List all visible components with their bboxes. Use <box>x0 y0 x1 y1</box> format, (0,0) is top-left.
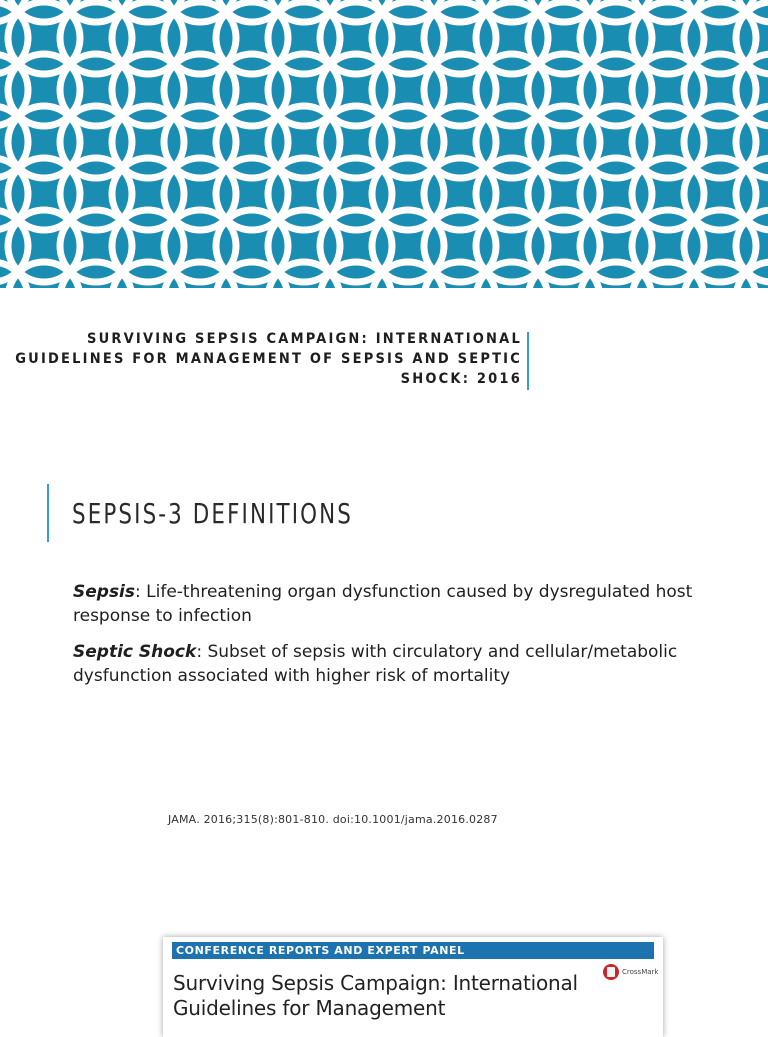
section-heading: SEPSIS-3 DEFINITIONS <box>72 497 354 530</box>
definitions-list <box>73 580 723 700</box>
crossmark-icon <box>603 964 619 980</box>
slide-title <box>0 329 522 389</box>
definition-text: : Subset of sepsis with circulatory and cellular/metabolic dysfunction associated with higher risk of mortality <box>73 642 678 686</box>
definition-septic-shock <box>73 640 723 688</box>
definition-term: Septic Shock <box>73 642 197 662</box>
article-title: Surviving Sepsis Campaign: International Guidelines for Management <box>173 971 578 1020</box>
crossmark-label: CrossMark <box>622 968 659 976</box>
decorative-pattern-banner <box>0 0 768 288</box>
citation-text: JAMA. 2016;315(8):801-810. doi:10.1001/jama.2016.0287 <box>168 813 498 826</box>
slide-title-line-3: SHOCK: 2016 <box>400 371 522 387</box>
article-category-header: CONFERENCE REPORTS AND EXPERT PANEL <box>172 942 654 959</box>
journal-article-preview <box>163 937 663 1037</box>
definition-text: : Life-threatening organ dysfunction caused by dysregulated host response to infection <box>73 582 693 626</box>
slide-title-line-1: SURVIVING SEPSIS CAMPAIGN: INTERNATIONAL <box>86 331 522 347</box>
lattice-pattern-graphic <box>0 0 768 288</box>
section-accent-rule <box>47 484 49 542</box>
definition-term: Sepsis <box>73 582 136 602</box>
slide-title-line-2: GUIDELINES FOR MANAGEMENT OF SEPSIS AND SEPTIC <box>15 351 522 367</box>
definition-sepsis <box>73 580 723 628</box>
crossmark-badge <box>603 963 659 981</box>
title-accent-rule <box>527 332 529 390</box>
